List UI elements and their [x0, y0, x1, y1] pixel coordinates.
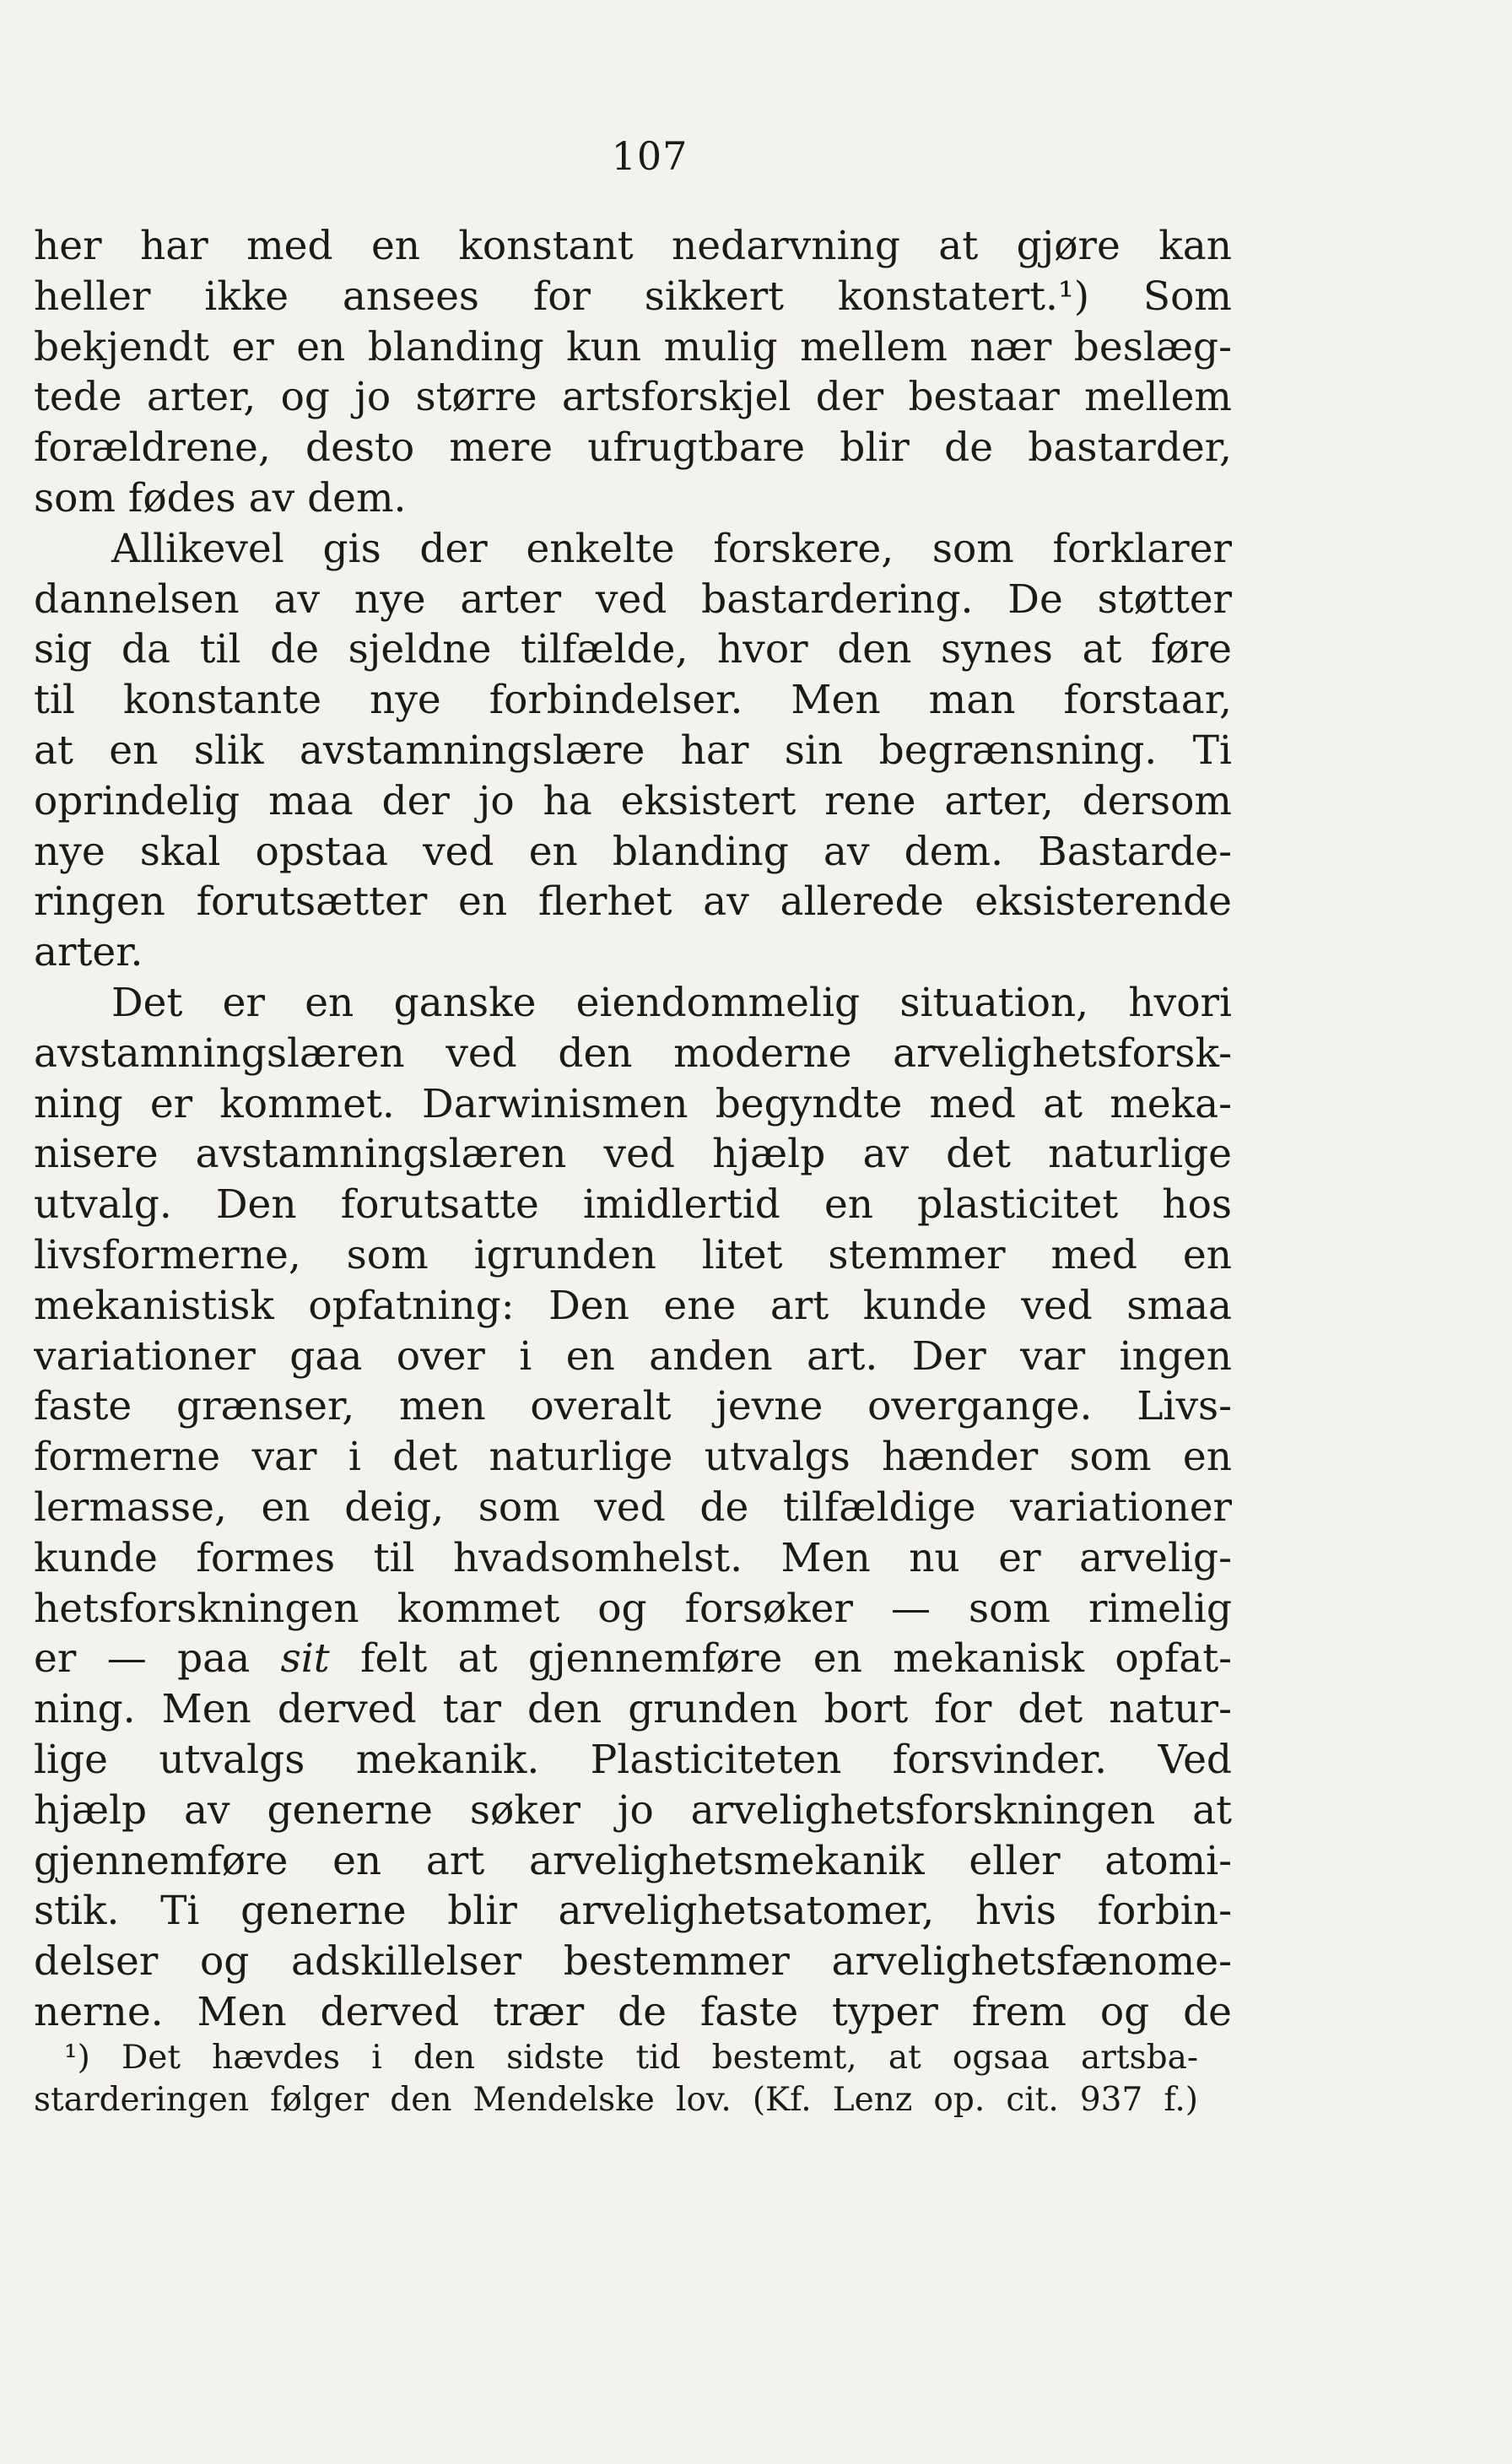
- text-line: dannelsen av nye arter ved bastardering. De støtter: [34, 575, 1232, 623]
- text-line: nisere avstamningslæren ved hjælp av det naturlige: [34, 1131, 1232, 1178]
- text-line: heller ikke ansees for sikkert konstatert.¹) Som: [34, 273, 1232, 320]
- text-line: formerne var i det naturlige utvalgs hænder som en: [34, 1434, 1232, 1481]
- footnote-line: starderingen følger den Mendelske lov. (Kf. Lenz op. cit. 937 f.): [34, 2081, 1198, 2119]
- text-line: mekanistisk opfatning: Den ene art kunde ved smaa: [34, 1282, 1232, 1329]
- text-line: tede arter, og jo større artsforskjel der bestaar mellem: [34, 374, 1232, 421]
- footnote: [34, 2037, 1198, 2121]
- italic-word: sit: [280, 1635, 330, 1683]
- text-line: hetsforskningen kommet og forsøker — som rimelig: [34, 1585, 1232, 1632]
- text-line: lermasse, en deig, som ved de tilfældige variationer: [34, 1483, 1232, 1531]
- text-line: forældrene, desto mere ufrugtbare blir de bastarder,: [34, 424, 1232, 472]
- body-text: [34, 221, 1232, 2038]
- text-line: bekjendt er en blanding kun mulig mellem nær beslæg-: [34, 323, 1232, 370]
- text-line: sig da til de sjeldne tilfælde, hvor den synes at føre: [34, 626, 1232, 673]
- text-line: utvalg. Den forutsatte imidlertid en plasticitet hos: [34, 1181, 1232, 1229]
- text-line: ringen forutsætter en flerhet av allerede eksisterende: [34, 878, 1232, 926]
- page-number: 107: [611, 133, 688, 179]
- text-line: Det er en ganske eiendommelig situation, hvori: [111, 979, 1232, 1026]
- text-line: livsformerne, som igrunden litet stemmer med en: [34, 1231, 1232, 1278]
- text-line: faste grænser, men overalt jevne overgange. Livs-: [34, 1383, 1232, 1430]
- text-line: delser og adskillelser bestemmer arvelighetsfænome-: [34, 1938, 1232, 1986]
- text-line: hjælp av generne søker jo arvelighetsforskningen at: [34, 1786, 1232, 1834]
- text-line: kunde formes til hvadsomhelst. Men nu er arvelig-: [34, 1534, 1232, 1581]
- text-line: til konstante nye forbindelser. Men man forstaar,: [34, 677, 1232, 724]
- text-line: nye skal opstaa ved en blanding av dem. Bastarde-: [34, 828, 1232, 875]
- text-line: Allikevel gis der enkelte forskere, som forklarer: [111, 525, 1232, 572]
- text-line: oprindelig maa der jo ha eksistert rene arter, dersom: [34, 777, 1232, 824]
- text-line: at en slik avstamningslære har sin begrænsning. Ti: [34, 727, 1232, 774]
- text-line-with-italic: [34, 1634, 1232, 1684]
- text-line: som fødes av dem.: [34, 474, 407, 521]
- text-line: her har med en konstant nedarvning at gjøre kan: [34, 223, 1232, 269]
- text-line: lige utvalgs mekanik. Plasticiteten forsvinder. Ved: [34, 1736, 1232, 1783]
- text-line: avstamningslæren ved den moderne arvelighetsforsk-: [34, 1029, 1232, 1077]
- text-line: ning er kommet. Darwinismen begyndte med at meka-: [34, 1080, 1232, 1127]
- text-line: gjennemføre en art arvelighetsmekanik eller atomi-: [34, 1837, 1232, 1884]
- text-line: arter.: [34, 929, 143, 976]
- text-line: variationer gaa over i en anden art. Der var ingen: [34, 1332, 1232, 1380]
- text-fragment: er — paa: [34, 1635, 251, 1683]
- text-fragment: felt at gjennemføre en mekanisk opfat-: [360, 1635, 1232, 1683]
- text-line: stik. Ti generne blir arvelighetsatomer, hvis forbin-: [34, 1888, 1232, 1935]
- text-line: nerne. Men derved trær de faste typer frem og de: [34, 1988, 1232, 2035]
- footnote-line: ¹) Det hævdes i den sidste tid bestemt, at ogsaa artsba-: [64, 2039, 1198, 2077]
- text-line: ning. Men derved tar den grunden bort for det natur-: [34, 1686, 1232, 1733]
